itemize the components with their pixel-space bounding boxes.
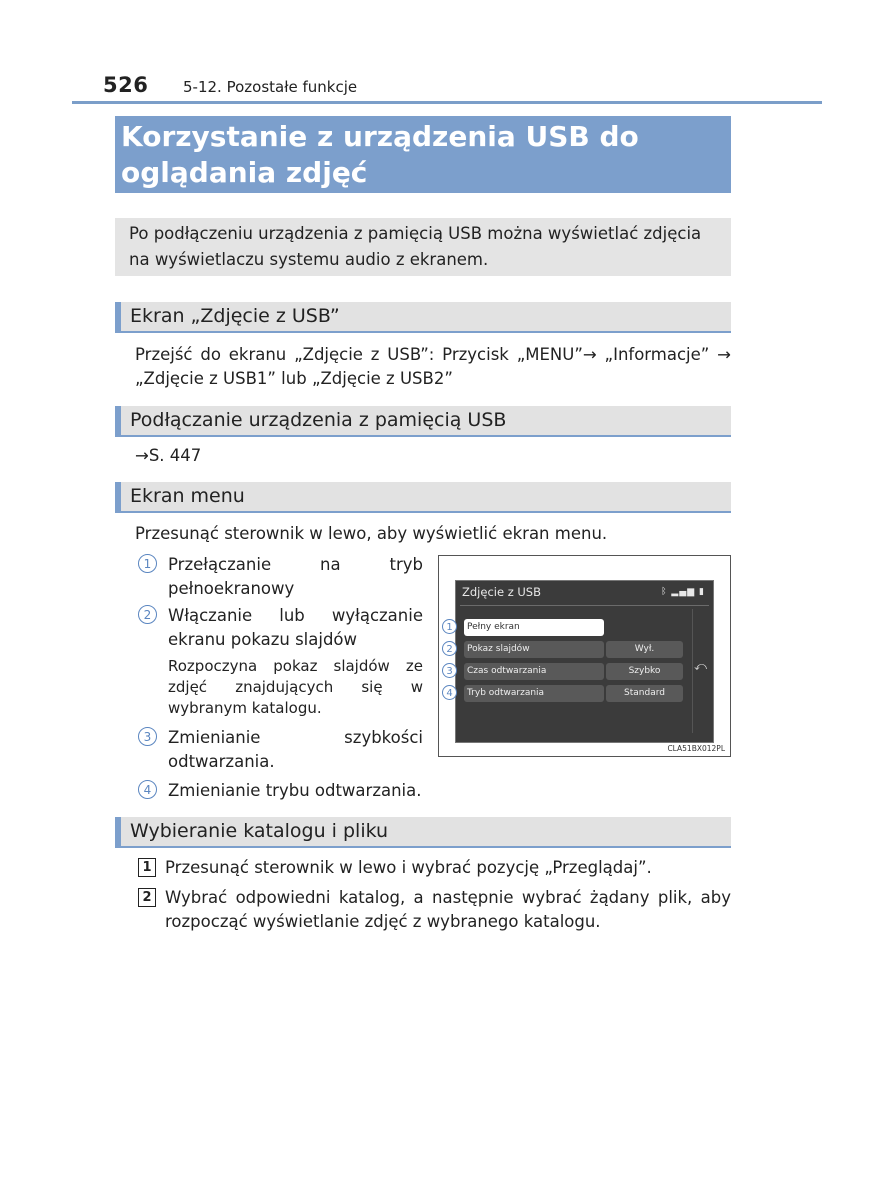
screen-divider bbox=[460, 605, 709, 606]
callout-number: 4 bbox=[138, 780, 157, 799]
screen-row-fullscreen[interactable]: Pełny ekran bbox=[464, 619, 604, 636]
section-heading-menu: Ekran menu bbox=[115, 482, 731, 513]
screen-row-playtime[interactable]: Czas odtwarzania bbox=[464, 663, 604, 680]
signal-icon: ▂▄▆ bbox=[671, 587, 696, 597]
page-number: 526 bbox=[103, 73, 149, 97]
page-reference: →S. 447 bbox=[135, 446, 202, 465]
battery-icon: ▮ bbox=[699, 587, 705, 597]
screen-row-playmode[interactable]: Tryb odtwarzania bbox=[464, 685, 604, 702]
step-text: Wybrać odpowiedni katalog, a następnie wybrać żądany plik, aby rozpocząć wyświetlanie zdjęć z wybranego katalogu. bbox=[165, 888, 731, 931]
display-screen bbox=[455, 580, 714, 743]
figure-callout-1: 1 bbox=[442, 619, 457, 634]
callout-number: 2 bbox=[138, 605, 157, 624]
menu-item-subtext: Rozpoczyna pokaz slajdów ze zdjęć znajdujących się w wybranym katalogu. bbox=[168, 657, 423, 717]
back-arrow-icon[interactable]: ⤺ bbox=[694, 659, 707, 673]
figure-id: CLA51BX012PL bbox=[667, 744, 725, 753]
menu-item-text: Przełączanie na tryb pełnoekranowy bbox=[168, 555, 423, 598]
menu-item-text: Włączanie lub wyłączanie ekranu pokazu slajdów bbox=[168, 606, 423, 649]
section-heading-connect: Podłączanie urządzenia z pamięcią USB bbox=[115, 406, 731, 437]
screen-value-playmode[interactable]: Standard bbox=[606, 685, 683, 702]
section-heading-select: Wybieranie katalogu i pliku bbox=[115, 817, 731, 848]
section-heading-screen: Ekran „Zdjęcie z USB” bbox=[115, 302, 731, 333]
page-title: Korzystanie z urządzenia USB do oglądania zdjęć bbox=[115, 116, 731, 193]
screen-title: Zdjęcie z USB bbox=[462, 585, 541, 599]
callout-number: 3 bbox=[138, 727, 157, 746]
menu-item-text: Zmienianie szybkości odtwarzania. bbox=[168, 728, 423, 771]
screen-row-slideshow[interactable]: Pokaz slajdów bbox=[464, 641, 604, 658]
bluetooth-icon: ᛒ bbox=[661, 587, 668, 597]
intro-text: Po podłączeniu urządzenia z pamięcią USB można wyświetlać zdjęcia na wyświetlaczu systemu audio z ekranem. bbox=[115, 218, 731, 276]
figure-callout-2: 2 bbox=[442, 641, 457, 656]
menu-item-text: Zmienianie trybu odtwarzania. bbox=[168, 781, 422, 800]
header-rule bbox=[72, 101, 822, 104]
scroll-divider bbox=[692, 609, 693, 733]
figure-callout-3: 3 bbox=[442, 663, 457, 678]
chapter-title: 5-12. Pozostałe funkcje bbox=[183, 78, 358, 96]
screen-instructions: Przejść do ekranu „Zdjęcie z USB”: Przycisk „MENU”→ „Informacje” → „Zdjęcie z USB1” lub „Zdjęcie z USB2” bbox=[135, 345, 731, 388]
menu-intro: Przesunąć sterownik w lewo, aby wyświetlić ekran menu. bbox=[135, 524, 608, 543]
step-number: 2 bbox=[138, 888, 156, 907]
figure-callout-4: 4 bbox=[442, 685, 457, 700]
screen-value-playtime[interactable]: Szybko bbox=[606, 663, 683, 680]
step-number: 1 bbox=[138, 858, 156, 877]
status-icons bbox=[661, 587, 705, 597]
callout-number: 1 bbox=[138, 554, 157, 573]
step-text: Przesunąć sterownik w lewo i wybrać pozycję „Przeglądaj”. bbox=[165, 858, 652, 877]
screen-value-slideshow[interactable]: Wył. bbox=[606, 641, 683, 658]
screen-figure bbox=[438, 555, 731, 757]
